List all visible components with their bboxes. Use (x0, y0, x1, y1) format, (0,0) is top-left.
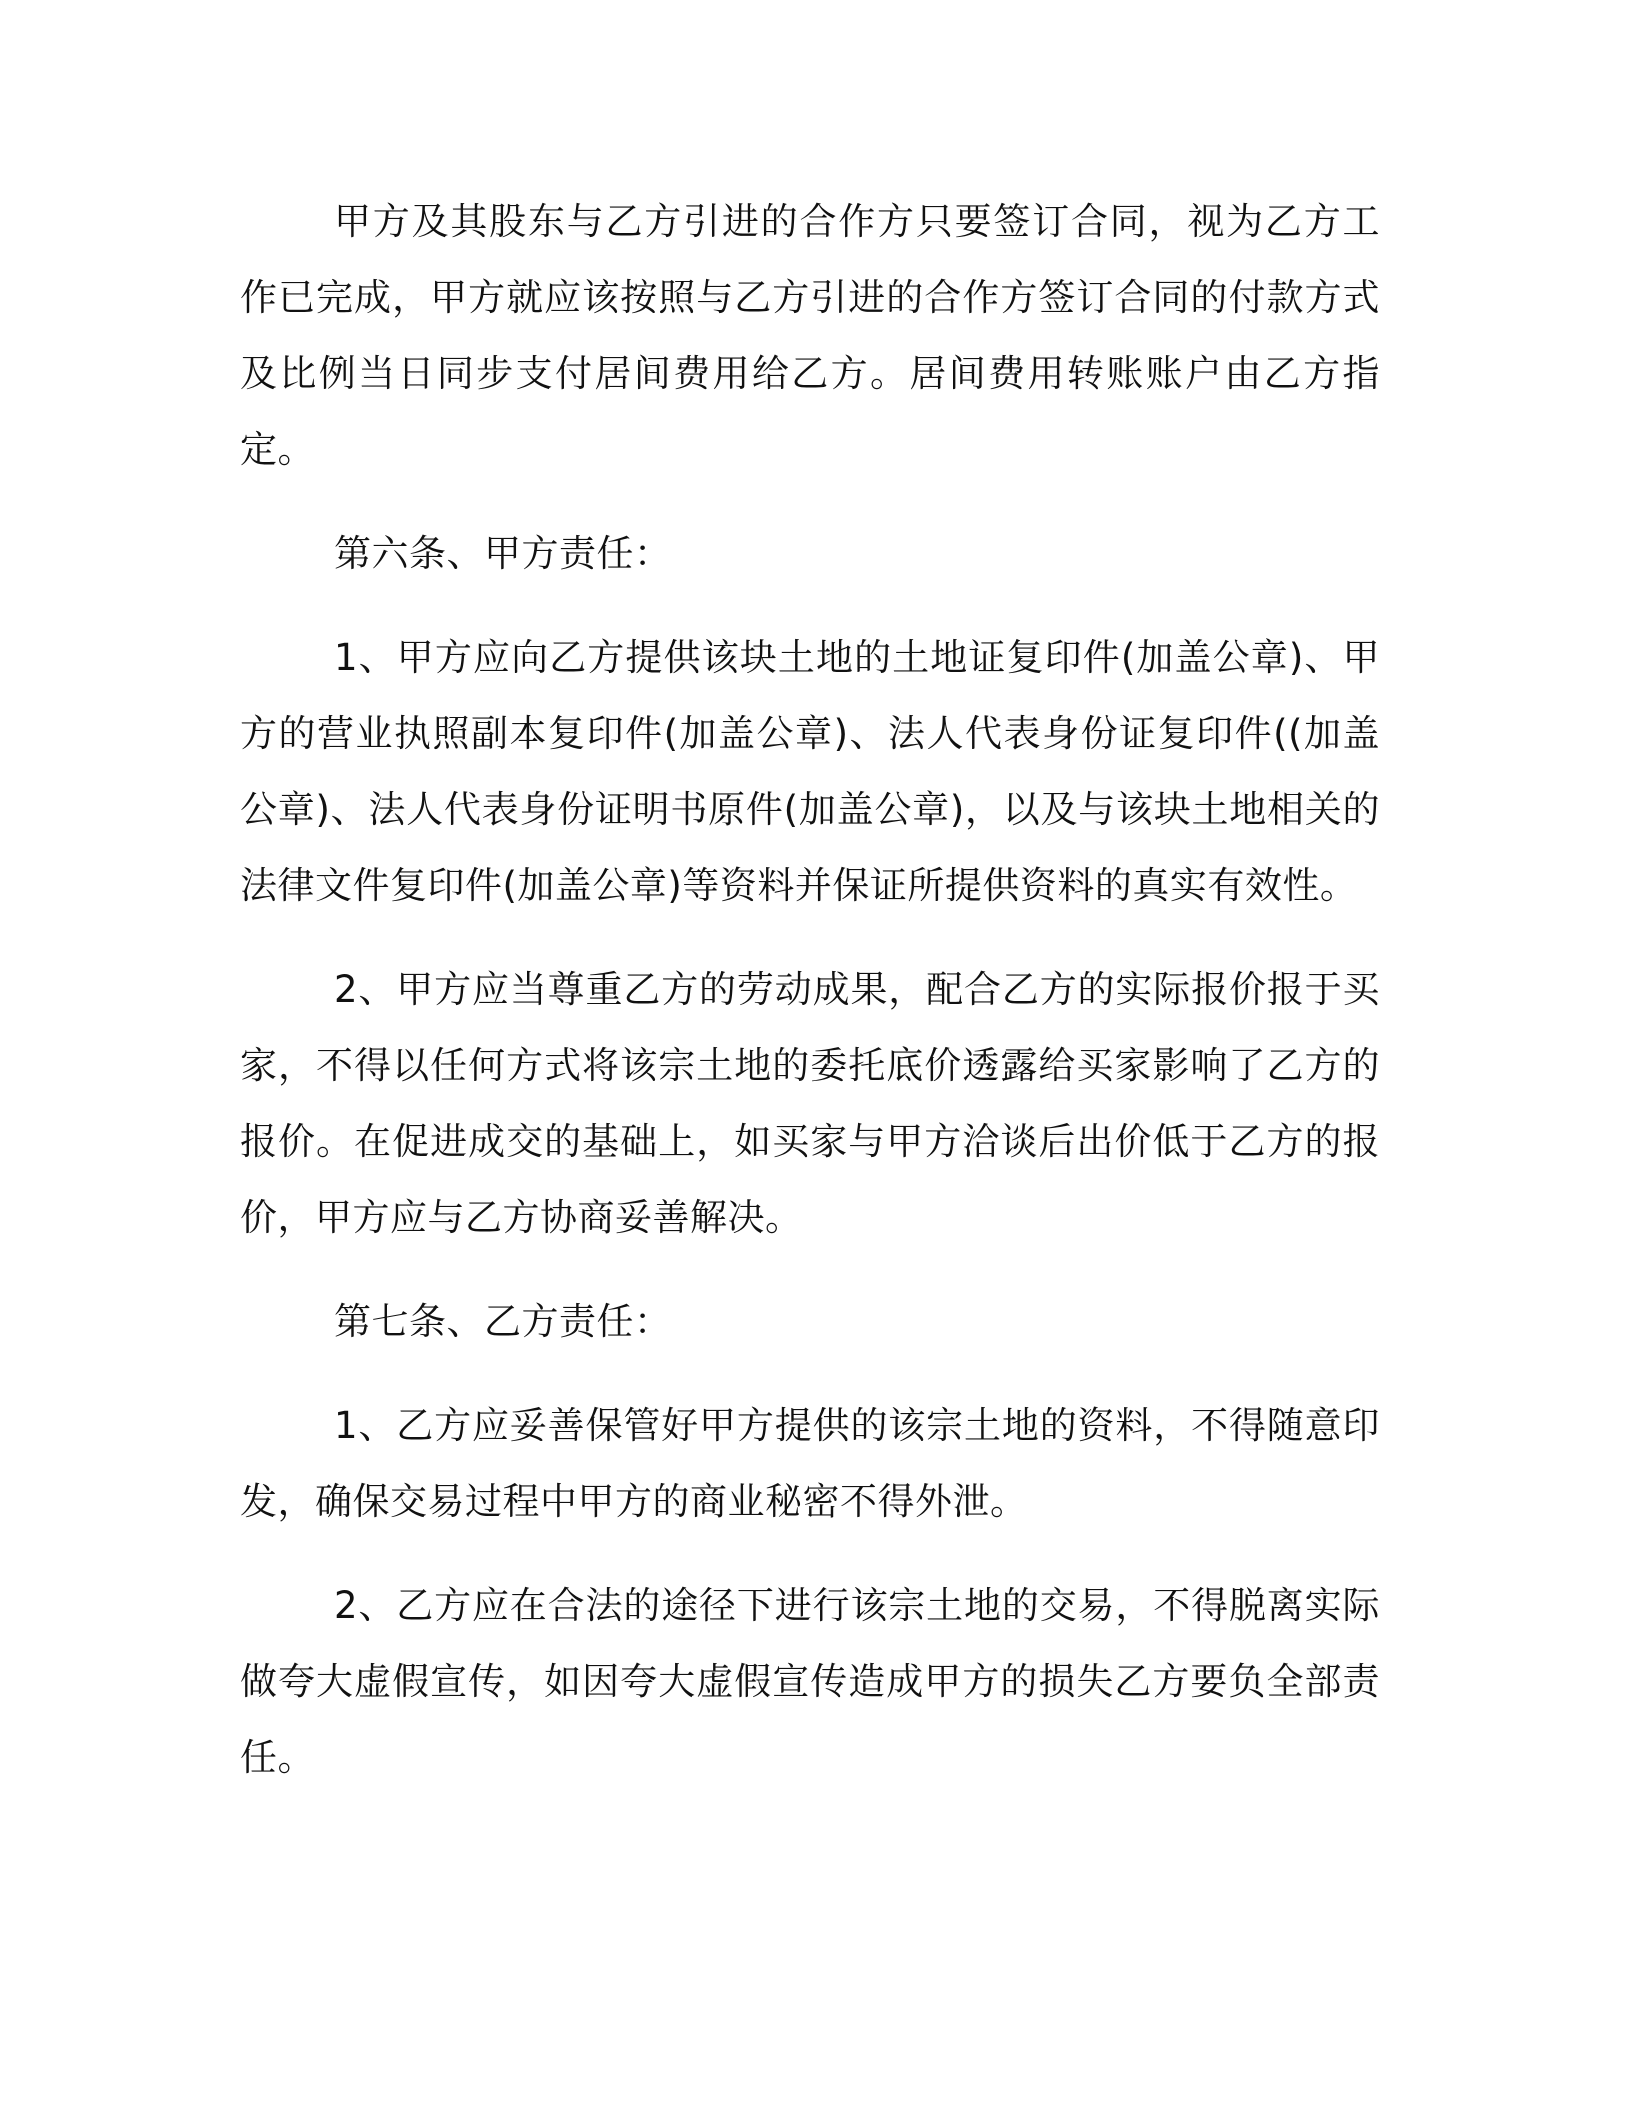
article-six-clause-2: 2、甲方应当尊重乙方的劳动成果，配合乙方的实际报价报于买家，不得以任何方式将该宗土地的委托底价透露给买家影响了乙方的报价。在促进成交的基础上，如买家与甲方洽谈后出价低于乙方的报价，甲方应与乙方协商妥善解决。 (240, 968, 1380, 1239)
article-seven-clause-2: 2、乙方应在合法的途径下进行该宗土地的交易，不得脱离实际做夸大虚假宣传，如因夸大虚假宣传造成甲方的损失乙方要负全部责任。 (240, 1584, 1380, 1779)
paragraph-payment-terms: 甲方及其股东与乙方引进的合作方只要签订合同，视为乙方工作已完成，甲方就应该按照与乙方引进的合作方签订合同的付款方式及比例当日同步支付居间费用给乙方。居间费用转账账户由乙方指定。 (240, 200, 1380, 471)
article-six-clause-1: 1、甲方应向乙方提供该块土地的土地证复印件(加盖公章)、甲方的营业执照副本复印件(加盖公章)、法人代表身份证复印件((加盖公章)、法人代表身份证明书原件(加盖公章)，以及与该块土地相关的法律文件复印件(加盖公章)等资料并保证所提供资料的真实有效性。 (240, 636, 1380, 907)
document-body (240, 184, 1380, 1824)
article-seven-clause-1: 1、乙方应妥善保管好甲方提供的该宗土地的资料，不得随意印发，确保交易过程中甲方的商业秘密不得外泄。 (240, 1404, 1380, 1523)
article-six-heading: 第六条、甲方责任： (334, 532, 672, 575)
article-seven-heading: 第七条、乙方责任： (334, 1300, 672, 1343)
